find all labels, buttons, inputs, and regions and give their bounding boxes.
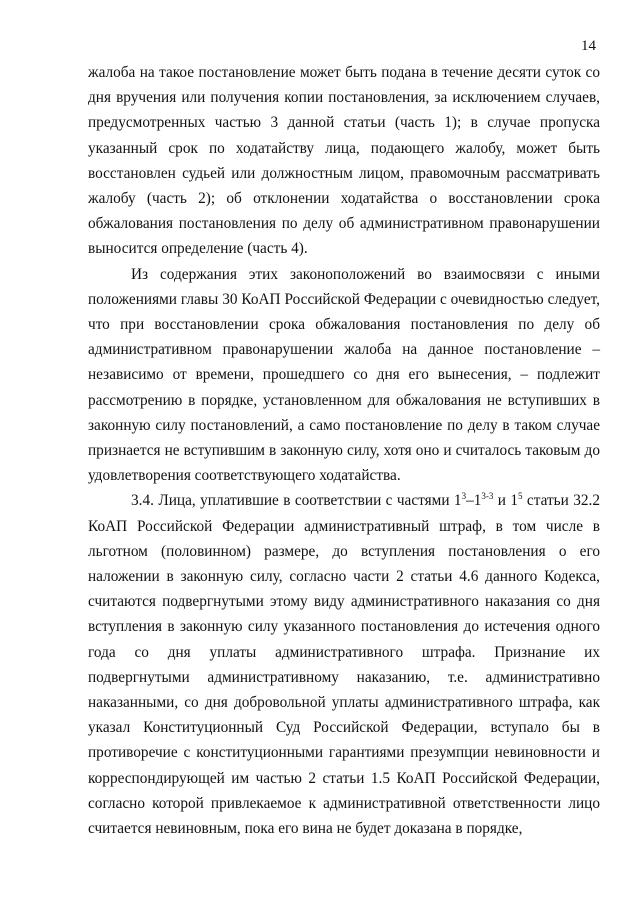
paragraph-1: жалоба на такое постановление может быть подана в течение десяти суток со дня вручения или получения копии постановления, за исключением случаев, предусмотренных частью 3 данной статьи (часть 1); в случае пропуска указанный срок по ходатайству лица, подающего жалобу, может быть восстановлен судьей или должностным лицом, правомочным рассматривать жалобу (часть 2); об отклонении ходатайства о восстановлении срока обжалования постановления по делу об административном правонарушении выносится определение (часть 4).	[88, 64, 600, 258]
superscript-3: 5	[518, 491, 523, 502]
paragraph-3	[88, 488, 600, 841]
paragraph-2: Из содержания этих законоположений во взаимосвязи с иными положениями главы 30 КоАП Российской Федерации с очевидностью следует, что при восстановлении срока обжалования постановления по делу об административном правонарушении жалоба на данное постановление – независимо от времени, прошедшего со дня его вынесения, – подлежит рассмотрению в порядке, установленном для обжалования не вступивших в законную силу постановлений, а само постановление по делу в таком случае признается не вступившим в законную силу, хотя оно и считалось таковым до удовлетворения соответствующего ходатайства.	[88, 265, 600, 485]
paragraph-3-dash: –1	[466, 492, 482, 510]
document-body	[88, 60, 600, 841]
paragraph-3-rest: статьи 32.2 КоАП Российской Федерации административный штраф, в том числе в льготном (половинном) размере, до вступления постановления о его наложении в законную силу, согласно части 2 статьи 4.6 данного Кодекса, считаются подвергнутыми этому виду административного наказания со дня вступления в законную силу указанного постановления до истечения одного года со дня уплаты административного штрафа. Признание их подвергнутыми административному наказанию, т.е. административно наказанными, со дня добровольной уплаты административного штрафа, как указал Конституционный Суд Российской Федерации, вступало бы в противоречие с конституционными гарантиями презумпции невиновности и корреспондирующей им частью 2 статьи 1.5 КоАП Российской Федерации, согласно которой привлекаемое к административной ответственности лицо считается невиновным, пока его вина не будет доказана в порядке,	[88, 492, 600, 838]
superscript-2: 3-3	[481, 491, 494, 502]
paragraph-3-lead: 3.4. Лица, уплатившие в соответствии с частями 1	[131, 492, 462, 510]
page-number: 14	[581, 38, 596, 54]
superscript-1: 3	[461, 491, 467, 502]
paragraph-3-and: и 1	[493, 492, 519, 510]
